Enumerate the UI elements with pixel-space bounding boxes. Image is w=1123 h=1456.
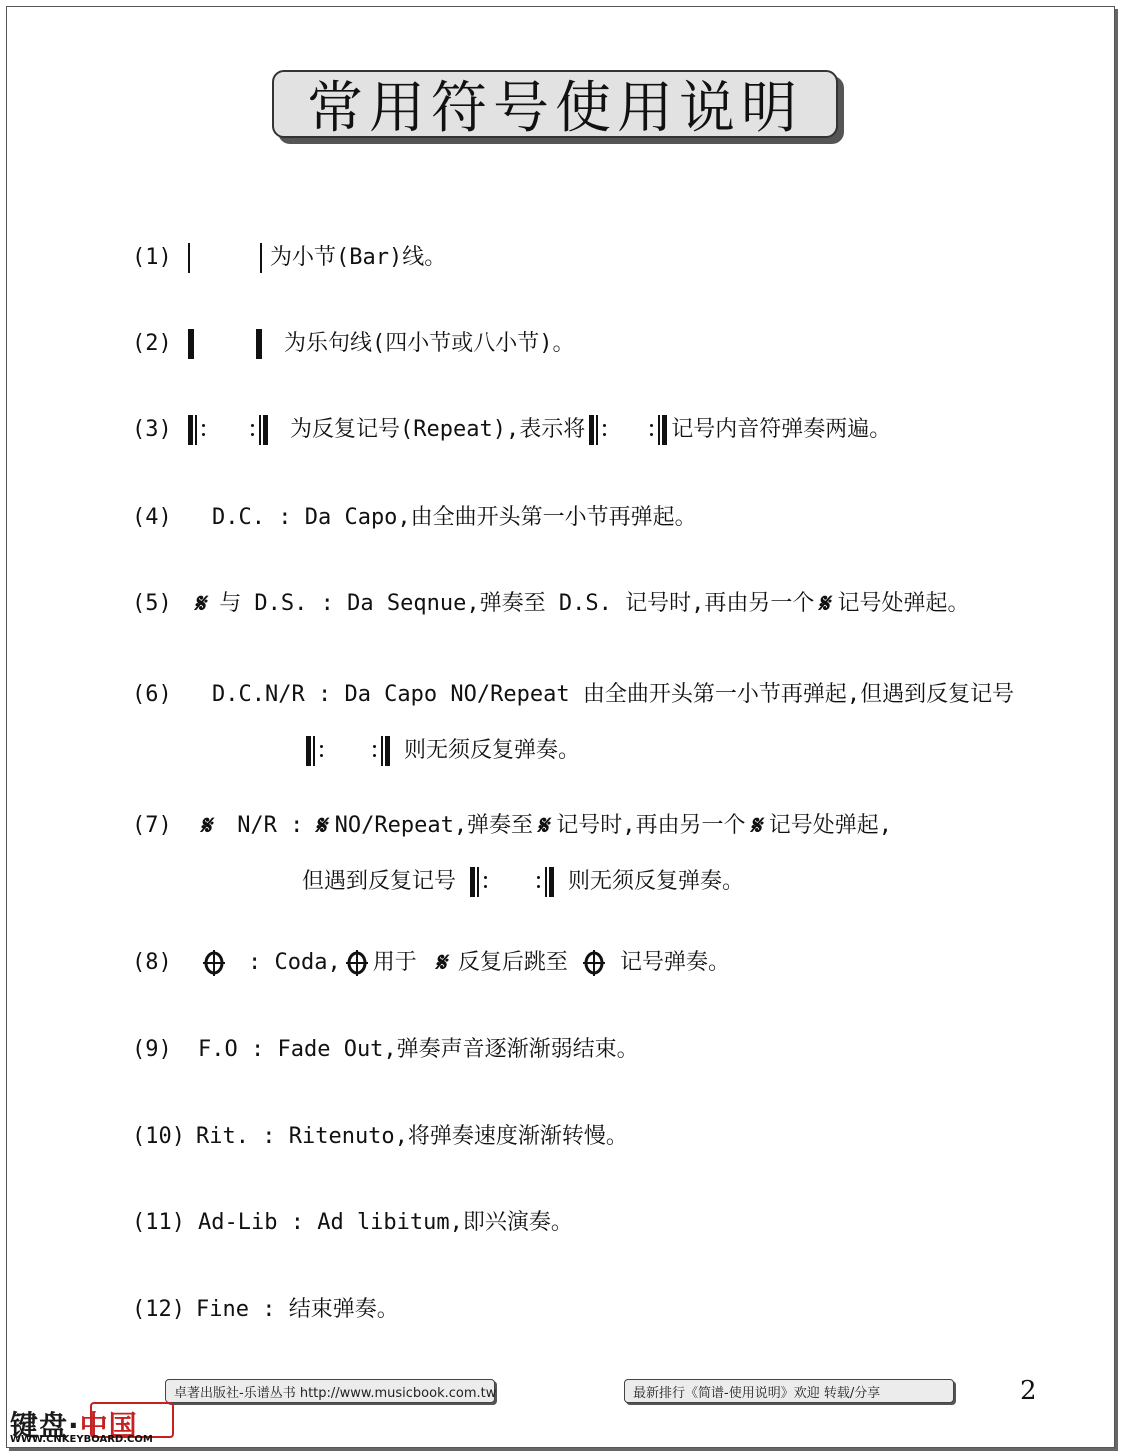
- item-number: (3): [132, 417, 172, 442]
- item-text: N/R :: [237, 813, 304, 838]
- item-text: 与 D.S. : Da Seqnue,弹奏至 D.S. 记号时,再由另一个: [219, 591, 815, 616]
- segno-icon: 𝄋: [748, 811, 766, 841]
- item-11: [132, 1208, 573, 1238]
- item-text: 记号处弹起。: [837, 591, 970, 616]
- item-8: [132, 948, 730, 978]
- item-number: (11): [132, 1210, 185, 1235]
- repeat-start-icon: [589, 415, 609, 445]
- item-text: 记号时,再由另一个: [556, 813, 746, 838]
- item-text: 但遇到反复记号: [302, 869, 457, 894]
- item-3: [132, 415, 891, 445]
- repeat-end-icon: [370, 736, 390, 766]
- repeat-end-icon: [647, 415, 667, 445]
- barline-icon: [260, 243, 262, 273]
- item-text: 则无须反复弹奏。: [568, 869, 745, 894]
- item-number: (10): [132, 1124, 185, 1149]
- logo-main-text: 键盘: [10, 1409, 69, 1442]
- item-number: (5): [132, 591, 172, 616]
- item-text: 记号处弹起,: [768, 813, 892, 838]
- footer-publisher-text: 卓著出版社-乐谱丛书 http://www.musicbook.com.tw: [174, 1385, 497, 1401]
- barline-icon: [188, 243, 190, 273]
- logo-red-text: 中国: [79, 1409, 138, 1442]
- item-text: Rit. : Ritenuto,将弹奏速度渐渐转慢。: [196, 1124, 628, 1149]
- item-2: [132, 329, 575, 359]
- phrase-line-icon: [188, 329, 194, 359]
- item-text: 为乐句线(四小节或八小节)。: [284, 331, 575, 356]
- item-text: : Coda,: [248, 950, 341, 975]
- item-6-cont: [306, 736, 580, 766]
- repeat-start-icon: [188, 415, 208, 445]
- logo-text: 键盘·中国: [10, 1409, 138, 1442]
- item-5: [132, 589, 970, 619]
- footer-share-banner: [624, 1379, 954, 1403]
- item-text: NO/Repeat,弹奏至: [334, 813, 534, 838]
- item-text: 记号内音符弹奏两遍。: [671, 417, 892, 442]
- coda-icon: [345, 949, 369, 977]
- item-number: (12): [132, 1297, 185, 1322]
- repeat-start-icon: [470, 867, 490, 897]
- item-number: (4): [132, 505, 172, 530]
- repeat-end-icon: [248, 415, 268, 445]
- item-12: [132, 1295, 399, 1325]
- item-number: (7): [132, 813, 172, 838]
- item-number: (9): [132, 1037, 172, 1062]
- item-1: [132, 243, 446, 273]
- repeat-end-icon: [534, 867, 554, 897]
- item-text: F.O : Fade Out,弹奏声音逐渐渐弱结束。: [198, 1037, 639, 1062]
- page-title: 常用符号使用说明: [307, 76, 803, 141]
- item-text: 为反复记号(Repeat),表示将: [290, 417, 586, 442]
- phrase-line-icon: [256, 329, 262, 359]
- item-text: 则无须反复弹奏。: [404, 738, 581, 763]
- item-text: 记号弹奏。: [619, 950, 730, 975]
- item-text: D.C.N/R : Da Capo NO/Repeat 由全曲开头第一小节再弹起,但遇到反复记号: [212, 682, 1015, 707]
- segno-icon: 𝄋: [314, 811, 332, 841]
- item-number: (1): [132, 245, 172, 270]
- item-text: Fine : 结束弹奏。: [196, 1297, 399, 1322]
- segno-icon: 𝄋: [198, 811, 217, 841]
- segno-icon: 𝄋: [817, 589, 835, 619]
- segno-icon: 𝄋: [192, 589, 211, 619]
- footer-share-text: 最新排行《简谱-使用说明》欢迎 转载/分享: [633, 1385, 881, 1401]
- item-10: [132, 1122, 628, 1152]
- title-banner: [272, 70, 846, 146]
- item-text: Ad-Lib : Ad libitum,即兴演奏。: [198, 1210, 573, 1235]
- item-number: (6): [132, 682, 172, 707]
- item-text: 用于: [372, 950, 417, 975]
- coda-icon: [582, 949, 606, 977]
- item-text: 反复后跳至: [457, 950, 568, 975]
- coda-icon: [202, 949, 226, 977]
- repeat-start-icon: [306, 736, 326, 766]
- item-number: (8): [132, 950, 172, 975]
- page-number: 2: [1020, 1376, 1037, 1406]
- title-box: [272, 70, 838, 141]
- item-4: [132, 503, 697, 533]
- item-7-cont: [302, 867, 744, 897]
- logo-url: WWW.CNKEYBOARD.COM: [10, 1434, 153, 1445]
- item-number: (2): [132, 331, 172, 356]
- item-9: [132, 1035, 639, 1065]
- item-6: [132, 680, 1014, 710]
- item-text: D.C. : Da Capo,由全曲开头第一小节再弹起。: [212, 505, 697, 530]
- item-text: 为小节(Bar)线。: [270, 245, 447, 270]
- footer-publisher: [165, 1379, 495, 1403]
- item-7: [132, 811, 892, 841]
- segno-icon: 𝄋: [535, 811, 554, 841]
- watermark-logo: [0, 1400, 176, 1448]
- segno-icon: 𝄋: [433, 948, 452, 978]
